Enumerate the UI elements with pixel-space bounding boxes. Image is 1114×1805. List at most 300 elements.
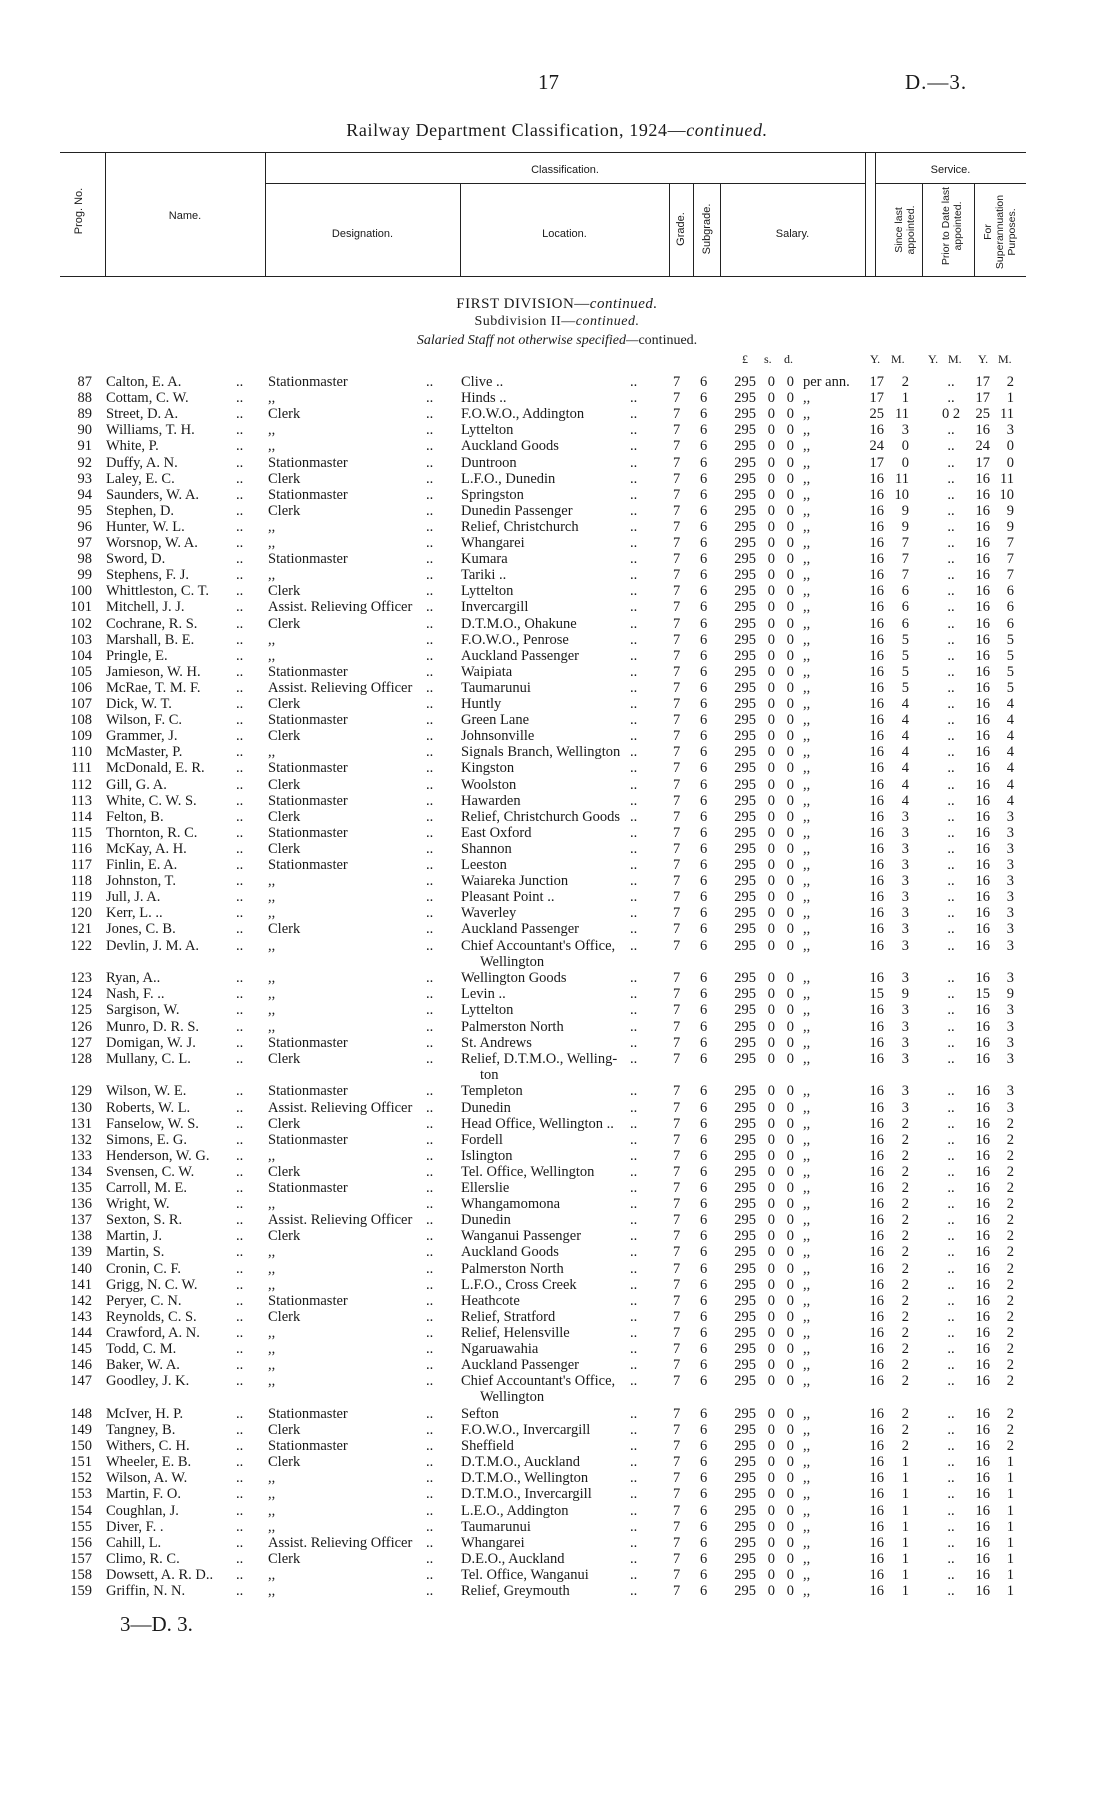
row-location: Johnsonville [461,728,535,745]
row-location: Tel. Office, Wanganui [461,1566,589,1583]
row-salary-pence: 0 [786,857,794,873]
row-name: Mitchell, J. J. [106,599,185,616]
row-salary-pence: 0 [786,696,794,712]
row-prog-no: 118 [70,873,92,890]
row-designation: ,, [268,986,276,1003]
row-grade: 7 [673,857,681,873]
row-salary-pounds: 295 [734,728,756,745]
leader-dots: .. [236,760,244,777]
row-super-months: 2 [1006,1163,1014,1180]
row-grade: 7 [673,1566,681,1583]
row-salary-shillings: 0 [767,1438,775,1455]
row-super-years: 16 [975,1438,990,1455]
row-subgrade: 6 [700,1486,708,1503]
row-salary-pounds: 295 [734,438,756,455]
row-name: Finlin, E. A. [106,857,178,873]
row-salary-shillings: 0 [767,792,775,809]
row-grade: 7 [673,374,681,390]
row-prog-no: 88 [77,390,92,407]
leader-dots: .. [426,1099,434,1116]
row-subgrade: 6 [700,1115,708,1132]
row-salary-pence: 0 [786,631,794,648]
row-salary-shillings: 0 [767,1292,775,1309]
row-subgrade: 6 [700,438,708,455]
row-super-months: 4 [1006,776,1014,793]
leader-dots: .. [630,535,638,551]
row-per-annum: ,, [803,1454,811,1471]
row-salary-pounds: 295 [734,776,756,793]
leader-dots: .. [236,1228,244,1245]
row-salary-shillings: 0 [767,1502,775,1519]
row-since-months: 5 [901,631,909,648]
leader-dots: .. [426,986,434,1003]
leader-dots: .. [236,502,244,519]
row-name: Cahill, L. [106,1534,162,1551]
unit-years-prior: Y. [928,352,939,366]
row-prior: .. [947,921,955,938]
leader-dots: .. [630,663,638,680]
row-per-annum: ,, [803,583,811,600]
leader-dots: .. [426,1050,434,1067]
row-subgrade: 6 [700,1583,708,1599]
row-salary-pounds: 295 [734,905,756,922]
location-header: Location. [542,228,587,240]
row-since-months: 3 [901,422,909,439]
row-salary-shillings: 0 [767,631,775,648]
row-prog-no: 141 [70,1276,92,1293]
row-location: Clive .. [461,374,504,390]
leader-dots: .. [236,1212,244,1229]
row-salary-pence: 0 [786,824,794,841]
row-since-years: 16 [869,1583,884,1599]
row-salary-shillings: 0 [767,1034,775,1051]
row-super-years: 16 [975,857,990,873]
row-since-months: 2 [901,1357,909,1374]
leader-dots: .. [630,712,638,729]
row-per-annum: ,, [803,1099,811,1116]
leader-dots: .. [426,905,434,922]
row-since-years: 16 [869,1260,884,1277]
row-location: Kingston [461,760,515,777]
row-salary-pounds: 295 [734,390,756,407]
staff-text: Salaried Staff not otherwise specified— [416,333,639,348]
row-salary-shillings: 0 [767,438,775,455]
row-since-years: 16 [869,583,884,600]
row-salary-pence: 0 [786,712,794,729]
row-prog-no: 149 [70,1422,92,1438]
leader-dots: .. [236,1373,244,1390]
row-per-annum: ,, [803,406,811,423]
row-super-months: 3 [1006,1099,1014,1116]
row-prior: .. [947,663,955,680]
row-since-years: 16 [869,1276,884,1293]
row-location: D.E.O., Auckland [461,1550,565,1567]
leader-dots: .. [236,1115,244,1132]
leader-dots: .. [426,1180,434,1196]
row-salary-shillings: 0 [767,486,775,503]
leader-dots: .. [426,1566,434,1583]
row-grade: 7 [673,679,681,696]
row-per-annum: ,, [803,1405,811,1422]
leader-dots: .. [426,1292,434,1309]
leader-dots: .. [236,889,244,906]
row-prog-no: 130 [70,1099,92,1116]
row-designation: Stationmaster [268,1131,348,1148]
row-since-years: 16 [869,486,884,503]
row-location: Duntroon [461,454,517,471]
row-name: Peryer, C. N. [106,1292,182,1309]
row-name: Climo, R. C. [106,1550,180,1567]
row-grade: 7 [673,1292,681,1309]
row-since-months: 3 [901,1018,909,1035]
leader-dots: .. [630,905,638,922]
row-grade: 7 [673,1422,681,1438]
row-salary-pence: 0 [786,1324,794,1341]
leader-dots: .. [630,1550,638,1567]
row-location: L.F.O., Cross Creek [461,1276,577,1293]
row-since-months: 3 [901,857,909,873]
row-super-months: 3 [1006,1002,1014,1019]
leader-dots: .. [426,1534,434,1551]
row-salary-pounds: 295 [734,1131,756,1148]
row-prior: .. [947,889,955,906]
leader-dots: .. [426,1131,434,1148]
page-number: 17 [538,70,559,94]
row-name: Devlin, J. M. A. [106,937,200,954]
row-subgrade: 6 [700,760,708,777]
row-salary-pounds: 295 [734,1115,756,1132]
row-super-months: 2 [1006,1341,1014,1357]
row-designation: Clerk [268,840,301,857]
row-per-annum: ,, [803,1292,811,1309]
row-salary-shillings: 0 [767,857,775,873]
row-salary-pounds: 295 [734,1422,756,1438]
row-prog-no: 106 [70,679,92,696]
row-prog-no: 97 [77,535,92,551]
row-location: Auckland Goods [461,1244,559,1261]
row-salary-pence: 0 [786,986,794,1003]
row-prog-no: 156 [70,1534,92,1551]
row-salary-shillings: 0 [767,1228,775,1245]
row-since-years: 16 [869,1470,884,1487]
row-super-months: 2 [1006,1244,1014,1261]
row-name: Gill, G. A. [106,776,167,793]
leader-dots: .. [236,1550,244,1567]
leader-dots: .. [630,1050,638,1067]
row-prog-no: 114 [70,808,92,825]
row-super-years: 16 [975,1292,990,1309]
row-since-years: 16 [869,712,884,729]
row-super-years: 16 [975,1034,990,1051]
row-grade: 7 [673,1550,681,1567]
row-location: Signals Branch, Wellington [461,744,621,761]
row-designation: Clerk [268,1422,301,1438]
row-since-years: 16 [869,744,884,761]
row-grade: 7 [673,1099,681,1116]
leader-dots: .. [236,599,244,616]
leader-dots: .. [426,1212,434,1229]
row-super-months: 2 [1006,1324,1014,1341]
leader-dots: .. [630,1018,638,1035]
row-subgrade: 6 [700,1034,708,1051]
row-salary-shillings: 0 [767,840,775,857]
row-prog-no: 143 [70,1308,92,1325]
row-subgrade: 6 [700,1373,708,1390]
row-since-years: 16 [869,1357,884,1374]
leader-dots: .. [426,470,434,487]
leader-dots: .. [426,970,434,987]
row-super-years: 16 [975,744,990,761]
row-name: Grigg, N. C. W. [106,1276,198,1293]
row-prior: .. [947,1373,955,1390]
row-super-months: 4 [1006,792,1014,809]
row-super-years: 16 [975,792,990,809]
leader-dots: .. [236,1357,244,1374]
row-since-years: 16 [869,1341,884,1357]
row-super-years: 16 [975,1212,990,1229]
leader-dots: .. [236,422,244,439]
row-salary-shillings: 0 [767,808,775,825]
leader-dots: .. [236,792,244,809]
row-prog-no: 99 [77,567,92,584]
leader-dots: .. [630,1373,638,1390]
row-since-years: 16 [869,599,884,616]
row-designation: ,, [268,1018,276,1035]
row-name: White, P. [106,438,159,455]
leader-dots: .. [630,470,638,487]
row-designation: Clerk [268,615,301,632]
row-since-years: 16 [869,551,884,568]
row-super-months: 1 [1006,1518,1014,1535]
row-subgrade: 6 [700,1002,708,1019]
leader-dots: .. [426,454,434,471]
row-super-years: 16 [975,1244,990,1261]
leader-dots: .. [236,1163,244,1180]
row-since-months: 2 [901,1228,909,1245]
leader-dots: .. [236,712,244,729]
leader-dots: .. [426,1147,434,1164]
row-super-years: 16 [975,422,990,439]
row-designation: Stationmaster [268,454,348,471]
row-name: Marshall, B. E. [106,631,195,648]
row-super-months: 2 [1006,1357,1014,1374]
row-since-months: 6 [901,583,909,600]
row-since-months: 2 [901,1373,909,1390]
row-salary-pounds: 295 [734,535,756,551]
row-salary-pounds: 295 [734,1180,756,1196]
row-location: Ellerslie [461,1180,510,1196]
leader-dots: .. [630,1341,638,1357]
row-prior: .. [947,535,955,551]
row-super-months: 4 [1006,760,1014,777]
row-prog-no: 122 [70,937,92,954]
row-salary-pence: 0 [786,1486,794,1503]
row-super-years: 16 [975,873,990,890]
leader-dots: .. [236,438,244,455]
row-name: Henderson, W. G. [106,1147,210,1164]
row-per-annum: ,, [803,1550,811,1567]
row-prog-no: 126 [70,1018,92,1035]
row-since-months: 3 [901,840,909,857]
row-salary-pounds: 295 [734,824,756,841]
leader-dots: .. [630,1566,638,1583]
row-grade: 7 [673,1131,681,1148]
row-super-months: 3 [1006,857,1014,873]
row-location: Lyttelton [461,422,514,439]
row-prior: .. [947,502,955,519]
row-subgrade: 6 [700,986,708,1003]
row-since-months: 1 [901,1550,909,1567]
row-prior: .. [947,1018,955,1035]
row-per-annum: ,, [803,937,811,954]
row-grade: 7 [673,986,681,1003]
row-salary-shillings: 0 [767,873,775,890]
row-since-months: 7 [901,535,909,551]
row-prog-no: 96 [77,518,92,535]
row-subgrade: 6 [700,1550,708,1567]
row-prior: .. [947,728,955,745]
row-salary-pence: 0 [786,679,794,696]
row-grade: 7 [673,1050,681,1067]
row-since-months: 2 [901,1260,909,1277]
row-salary-pence: 0 [786,647,794,664]
row-salary-pence: 0 [786,502,794,519]
row-grade: 7 [673,970,681,987]
row-super-months: 0 [1006,438,1014,455]
row-name: Saunders, W. A. [106,486,200,503]
row-per-annum: ,, [803,551,811,568]
row-grade: 7 [673,631,681,648]
row-subgrade: 6 [700,1324,708,1341]
row-salary-shillings: 0 [767,679,775,696]
row-name: Pringle, E. [106,647,168,664]
row-since-years: 16 [869,808,884,825]
row-per-annum: ,, [803,1566,811,1583]
row-salary-shillings: 0 [767,889,775,906]
row-salary-pounds: 295 [734,1341,756,1357]
row-prior: .. [947,438,955,455]
row-salary-shillings: 0 [767,1470,775,1487]
row-grade: 7 [673,1341,681,1357]
row-name: Wright, W. [106,1196,170,1213]
row-grade: 7 [673,1583,681,1599]
row-since-years: 16 [869,889,884,906]
row-name: Mullany, C. L. [106,1050,191,1067]
row-super-years: 25 [975,406,990,423]
row-location: Shannon [461,840,512,857]
row-name: McKay, A. H. [106,840,187,857]
row-subgrade: 6 [700,970,708,987]
leader-dots: .. [630,374,638,390]
row-salary-pence: 0 [786,1002,794,1019]
row-since-years: 16 [869,422,884,439]
row-subgrade: 6 [700,808,708,825]
leader-dots: .. [236,1341,244,1357]
row-salary-pence: 0 [786,470,794,487]
row-salary-pence: 0 [786,1357,794,1374]
row-name: Simons, E. G. [106,1131,187,1148]
leader-dots: .. [236,728,244,745]
leader-dots: .. [236,1018,244,1035]
row-salary-pounds: 295 [734,1566,756,1583]
row-grade: 7 [673,760,681,777]
row-super-years: 16 [975,1583,990,1599]
row-since-years: 25 [869,406,884,423]
row-per-annum: ,, [803,502,811,519]
row-since-months: 1 [901,1486,909,1503]
row-salary-shillings: 0 [767,1550,775,1567]
row-prior: .. [947,986,955,1003]
row-grade: 7 [673,502,681,519]
row-salary-pounds: 295 [734,454,756,471]
row-grade: 7 [673,1180,681,1196]
row-prog-no: 101 [70,599,92,616]
row-grade: 7 [673,438,681,455]
row-per-annum: ,, [803,824,811,841]
row-prog-no: 102 [70,615,92,632]
row-subgrade: 6 [700,470,708,487]
row-subgrade: 6 [700,454,708,471]
leader-dots: .. [236,631,244,648]
leader-dots: .. [630,1518,638,1535]
division-continued: continued. [589,296,658,312]
row-grade: 7 [673,808,681,825]
row-super-years: 16 [975,1454,990,1471]
row-per-annum: ,, [803,1131,811,1148]
row-since-months: 7 [901,551,909,568]
row-prior: .. [947,454,955,471]
row-per-annum: ,, [803,470,811,487]
row-subgrade: 6 [700,599,708,616]
row-grade: 7 [673,1454,681,1471]
row-super-months: 2 [1006,1196,1014,1213]
leader-dots: .. [236,1292,244,1309]
row-salary-pence: 0 [786,1276,794,1293]
row-grade: 7 [673,1357,681,1374]
row-salary-shillings: 0 [767,470,775,487]
row-per-annum: ,, [803,1115,811,1132]
row-prog-no: 150 [70,1438,92,1455]
row-location: Templeton [461,1083,523,1100]
leader-dots: .. [630,1147,638,1164]
row-prog-no: 91 [77,438,92,455]
row-name: Coughlan, J. [106,1502,179,1519]
row-prior: .. [947,1034,955,1051]
row-super-years: 16 [975,1534,990,1551]
row-since-years: 16 [869,647,884,664]
row-per-annum: ,, [803,905,811,922]
row-since-years: 16 [869,663,884,680]
row-designation: Stationmaster [268,792,348,809]
leader-dots: .. [426,390,434,407]
row-location: Heathcote [461,1292,520,1309]
row-location: F.O.W.O., Penrose [461,631,569,648]
row-prog-no: 121 [70,921,92,938]
row-location: Relief, Greymouth [461,1583,570,1599]
row-salary-pence: 0 [786,1405,794,1422]
row-super-years: 16 [975,518,990,535]
row-since-months: 2 [901,1308,909,1325]
row-salary-pence: 0 [786,599,794,616]
row-salary-pence: 0 [786,1180,794,1196]
row-super-years: 24 [975,438,990,455]
row-location: Whangarei [461,535,525,551]
row-location: Waiareka Junction [461,873,569,890]
row-since-years: 16 [869,1308,884,1325]
row-per-annum: ,, [803,1034,811,1051]
row-prior: .. [947,1002,955,1019]
row-subgrade: 6 [700,679,708,696]
